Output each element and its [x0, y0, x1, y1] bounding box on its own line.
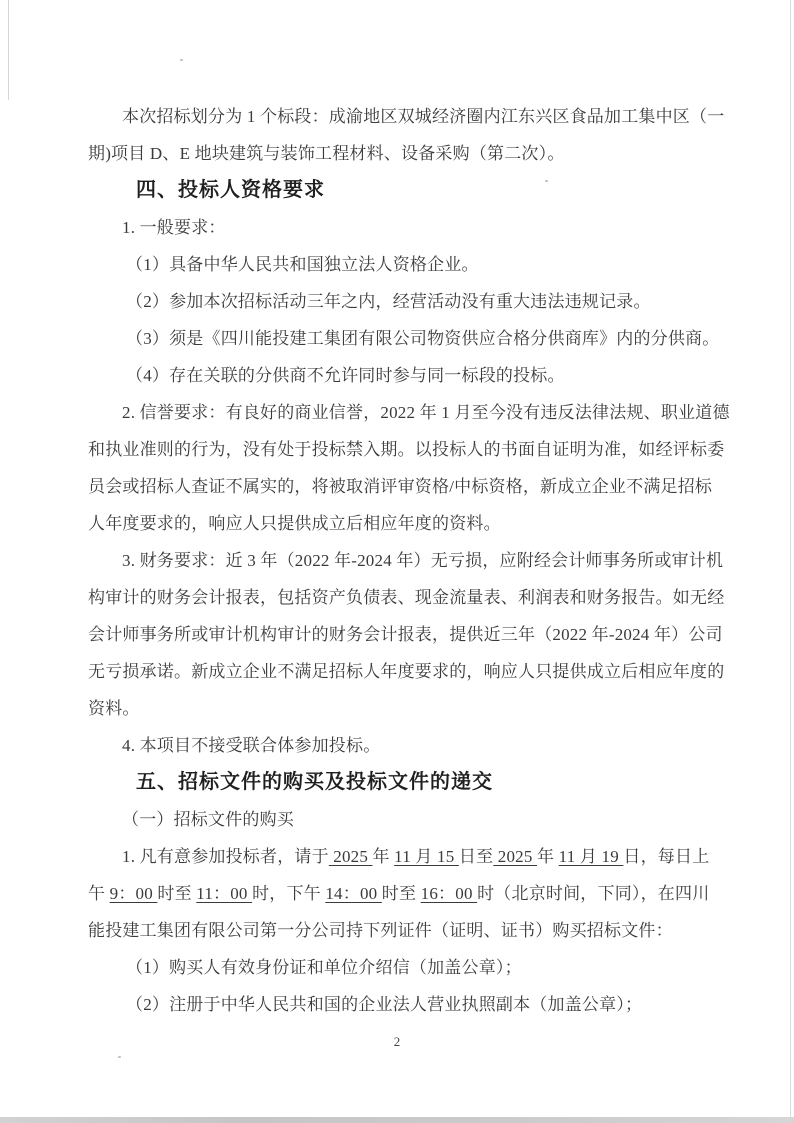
purchase-schedule-line — [88, 838, 708, 875]
underlined-value: 16：00 — [420, 884, 478, 903]
text-segment: 时至 — [157, 884, 197, 903]
finance-requirement-line: 构审计的财务会计报表，包括资产负债表、现金流量表、利润表和财务报告。如无经 — [88, 588, 725, 607]
purchase-schedule-line — [88, 875, 708, 912]
section-5-heading: 五、招标文件的购买及投标文件的递交 — [136, 771, 493, 793]
consortium-rule-line: 4. 本项目不接受联合体参加投标。 — [122, 736, 381, 755]
text-segment: 午 — [88, 884, 110, 903]
finance-requirement-line: 无亏损承诺。新成立企业不满足招标人年度要求的，响应人只提供成立后相应年度的 — [88, 662, 725, 681]
document-body — [88, 98, 730, 1023]
credit-requirement-line: 和执业准则的行为，没有处于投标禁入期。以投标人的书面自证明为准，如经评标委 — [88, 440, 725, 459]
text-segment: 时，下午 — [252, 884, 326, 903]
text-segment: 日至 — [458, 847, 494, 866]
text-segment: 日，每日上 — [623, 847, 710, 866]
underlined-value: 2025 — [328, 847, 373, 866]
underlined-value: 14：00 — [325, 884, 382, 903]
purchase-document-item: （2）注册于中华人民共和国的企业法人营业执照副本（加盖公章）； — [126, 995, 643, 1014]
scan-speck — [545, 180, 548, 182]
text-segment: 时至 — [381, 884, 421, 903]
text-segment: 年 — [372, 847, 395, 866]
general-requirement-item: （1）具备中华人民共和国独立法人资格企业。 — [126, 255, 479, 274]
intro-line: 期)项目 D、E 地块建筑与装饰工程材料、设备采购（第二次）。 — [88, 144, 565, 163]
section-4-heading: 四、投标人资格要求 — [136, 179, 325, 201]
purchase-schedule-line: 能投建工集团有限公司第一分公司持下列证件（证明、证书）购买招标文件： — [88, 921, 673, 940]
general-requirement-item: （2）参加本次招标活动三年之内，经营活动没有重大违法违规记录。 — [126, 292, 651, 311]
scan-edge-line — [8, 0, 9, 100]
section-5-sub-heading: （一）招标文件的购买 — [122, 810, 294, 829]
underlined-value: 11：00 — [196, 884, 253, 903]
general-requirements-label: 1. 一般要求： — [122, 218, 226, 237]
purchase-document-item: （1）购买人有效身份证和单位介绍信（加盖公章）； — [126, 958, 522, 977]
underlined-value: 11 月 15 — [394, 847, 459, 866]
scan-edge-line — [790, 0, 791, 1123]
text-segment: 年 — [537, 847, 559, 866]
underlined-value: 11 月 19 — [558, 847, 624, 866]
scan-speck — [180, 59, 183, 61]
general-requirement-item: （4）存在关联的分供商不允许同时参与同一标段的投标。 — [126, 366, 565, 385]
intro-line: 本次招标划分为 1 个标段：成渝地区双城经济圈内江东兴区食品加工集中区（一 — [122, 107, 725, 126]
credit-requirement-line: 人年度要求的，响应人只提供成立后相应年度的资料。 — [88, 514, 501, 533]
underlined-value: 2025 — [493, 847, 538, 866]
credit-requirement-line: 员会或招标人查证不属实的，将被取消评审资格/中标资格，新成立企业不满足招标 — [88, 477, 713, 496]
scan-bottom-strip — [0, 1117, 794, 1123]
text-segment: 1. 凡有意参加投标者，请于 — [122, 847, 329, 866]
scan-speck — [118, 1056, 121, 1058]
text-segment: 时（北京时间，下同），在四川 — [477, 884, 710, 903]
finance-requirement-line: 会计师事务所或审计机构审计的财务会计报表，提供近三年（2022 年-2024 年）公司 — [88, 625, 723, 644]
credit-requirement-line: 2. 信誉要求：有良好的商业信誉，2022 年 1 月至今没有违反法律法规、职业道德 — [122, 403, 730, 422]
general-requirement-item: （3）须是《四川能投建工集团有限公司物资供应合格分供商库》内的分供商。 — [126, 329, 720, 348]
underlined-value: 9：00 — [109, 884, 158, 903]
finance-requirement-line: 3. 财务要求：近 3 年（2022 年-2024 年）无亏损，应附经会计师事务所或审计机 — [122, 551, 724, 570]
page-number: 2 — [393, 1034, 401, 1049]
finance-requirement-line: 资料。 — [88, 699, 140, 718]
